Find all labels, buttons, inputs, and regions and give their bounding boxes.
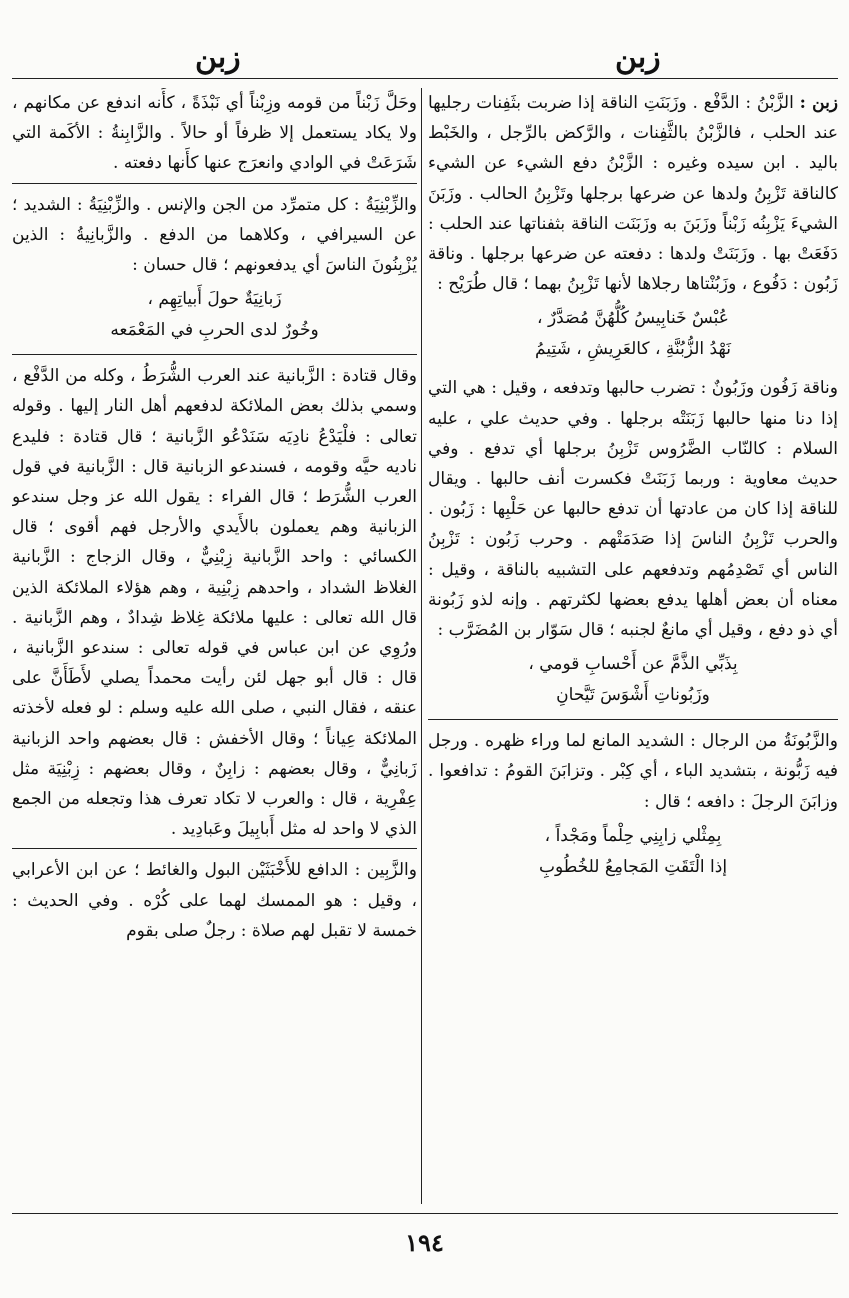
entry-paragraph: والزَّبِين : الدافع للأَخْبَثَيْن البول والغائط ؛ عن ابن الأعرابي ، وقيل : هو الممسك لهما على كُرْه . وفي الحديث : خمسة لا تقبل لهم صلاة : رجلٌ صلى بقوم bbox=[12, 860, 417, 941]
footer-rule bbox=[12, 1213, 838, 1214]
section-divider bbox=[428, 719, 838, 720]
verse-line: بِمِثْلي زابِنِي حِلْماً ومَجْداً ، bbox=[544, 825, 722, 846]
verse bbox=[12, 284, 417, 346]
section-divider bbox=[12, 183, 417, 184]
entry-paragraph: وقال قتادة : الزَّبانية عند العرب الشُّرَطُ ، وكله من الدَّفْع ، وسمي بذلك بعض الملائكة لدفعهم أهل النار إليها . وقوله تعالى : فلْيَدْعُ نادِيَه سَنَدْعُو الزَّبانية ؛ قال قتادة : فليدع ناديه حيَّه وقومه ، فسندعو الزبانية قال : الزَّبانية في قول العرب الشُّرَط ؛ قال الفراء : يقول الله عز وجل سندعو الزبانية وهم يعملون بالأَيدي والأرجل فهم أقوى ؛ قال الكسائي : واحد الزَّبانية زِبْنِيٌّ ، وقال الزجاج : الزَّبانية الغلاظ الشداد ، واحدهم زِبْنِية ، وهم هؤلاء الملائكة الذين قال الله تعالى : عليها ملائكة غِلاظ شِدادٌ ، وهم الزَّبانية . ورُوِي عن ابن عباس في قوله تعالى : سندعو الزَّبانية ، قال : قال أبو جهل لئن رأيت محمداً يصلي لأَطَأَنَّ على عنقه ، فقال النبي ، صلى الله عليه وسلم : لو فعله لأخذته الملائكة عِياناً ؛ وقال الأخفش : قال بعضهم واحد الزبانية زَبانِيٌّ ، وقال بعضهم : زابِنٌ ، وقال بعضهم : زِبْنِيَة مثل عِفْرِية ، قال : والعرب لا تكاد تعرف هذا وتجعله من الجمع الذي لا واحد له مثل أَبابِيلَ وعَبادِيد . bbox=[12, 366, 417, 840]
entry-text: الزَّبْنُ : الدَّفْع . وزَبَنَتِ الناقة إذا ضربت بثَفِنات رجليها عند الحلب ، فالزَّبْنُ بالثَّفِنات ، والرَّكض بالرِّجل ، والخَبْط باليد . ابن سيده وغيره : الزَّبْنُ دفع الشيء عن الشيء كالناقة تَزْبِنُ ولدها عن ضرعها برجلها وتَزْبِنُ الحالب . وزَبَنَ الشيءَ يَزْبِنُه زَبْناً وزَبَنَ به وزَبَنَت الناقة بثفناتها عند الحلب : دَفَعَتْ بها . وزَبَنَتْ ولدها : دفعته عن ضرعها برجلها . وناقة زَبُون : دَفُوع ، وزَبُنْتاها رجلاها لأنها تَزْبِنُ بهما ؛ قال طُرَيْح : bbox=[428, 93, 838, 295]
entry-paragraph: وحَلَّ زَبْناً من قومه وزِبْناً أي نَبْذَةً ، كأَنه اندفع عن مكانهم ، ولا يكاد يستعمل إلا ظرفاً أو حالاً . والزَّابِنةُ : الأكَمة التي شَرَعَتْ في الوادي وانعرَج عنها كأَنها دفعته . bbox=[12, 93, 417, 174]
verse bbox=[428, 821, 838, 883]
right-column bbox=[428, 88, 838, 1203]
running-head-left: زبن bbox=[195, 40, 241, 75]
running-head-right: زبن bbox=[615, 40, 661, 75]
header-rule bbox=[12, 78, 838, 79]
verse-line: عُبْسٌ خَنابِيسُ كُلُّهُنَّ مُصَدَّرٌ ، bbox=[537, 308, 729, 329]
left-column bbox=[12, 88, 417, 1203]
entry-paragraph: وناقة زَفُون وزَبُونٌ : تضرب حالبها وتدفعه ، وقيل : هي التي إذا دنا منها حالبها زَبَنَتْه برجلها . وفي حديث علي ، عليه السلام : كالنّاب الضَّرُوس تَزْبِنُ برجلها أي تدفع . وفي حديث معاوية : وربما زَبَنَتْ فكسرت أنف حالبها . ويقال للناقة إذا كان من عادتها أن تدفع حالبها عن حَلْبِها : زَبُون . والحرب تَزْبِنُ الناسَ إذا صَدَمَتْهم . وحرب زَبُون : تَزْبِنُ الناس أي تَصْدِمُهم وتدفعهم على التشبيه بالناقة ، وقيل : معناه أن بعض أهلها يدفع بعضها لكثرتهم . وإنه لذو زَبُونة أي ذو دفع ، وقيل أي مانعٌ لجنبه ؛ قال سَوّار بن المُضَرَّب : bbox=[428, 378, 838, 641]
verse-line: إذا الْتَقَتِ المَجامِعُ للخُطُوبِ bbox=[538, 856, 728, 877]
verse-line: وخُورٌ لدى الحربِ في المَعْمَعه bbox=[110, 320, 319, 341]
entry-paragraph bbox=[428, 88, 838, 299]
column-divider bbox=[421, 88, 422, 1204]
verse bbox=[428, 303, 838, 365]
section-divider bbox=[12, 354, 417, 355]
entry-headword: زبن : bbox=[799, 93, 838, 113]
entry-paragraph: والزَّبُونَةُ من الرجال : الشديد المانع لما وراء ظهره . ورجل فيه زَبُّونة ، بتشديد الباء ، أي كِبْر . وتزابَنَ القومُ : تدافعوا . وزابَنَ الرجلَ : دافعه ؛ قال : bbox=[428, 731, 838, 812]
verse-line: زَبانِيَةٌ حولَ أَبياتِهِم ، bbox=[147, 289, 282, 310]
page-number: ١٩٤ bbox=[405, 1228, 444, 1257]
verse-line: وزَبُوناتِ أَشْوَسَ تَيَّحانِ bbox=[556, 685, 710, 706]
verse bbox=[428, 649, 838, 711]
verse-line: بِذَبِّي الذَّمَّ عن أَحْسابِ قومي ، bbox=[528, 654, 738, 675]
entry-paragraph: والزِّبْنِيَةُ : كل متمرِّد من الجن والإنس . والزِّبْنِيَةُ : الشديد ؛ عن السيرافي ، وكلاهما من الدفع . والزَّبانِيةُ : الذين يُزْبِنُونَ الناسَ أي يدفعونهم ؛ قال حسان : bbox=[12, 194, 417, 276]
verse-line: نَهْدُ الزُّبُنَّةِ ، كالعَرِيشِ ، شَتِيمُ bbox=[535, 339, 731, 360]
section-divider bbox=[12, 848, 417, 849]
